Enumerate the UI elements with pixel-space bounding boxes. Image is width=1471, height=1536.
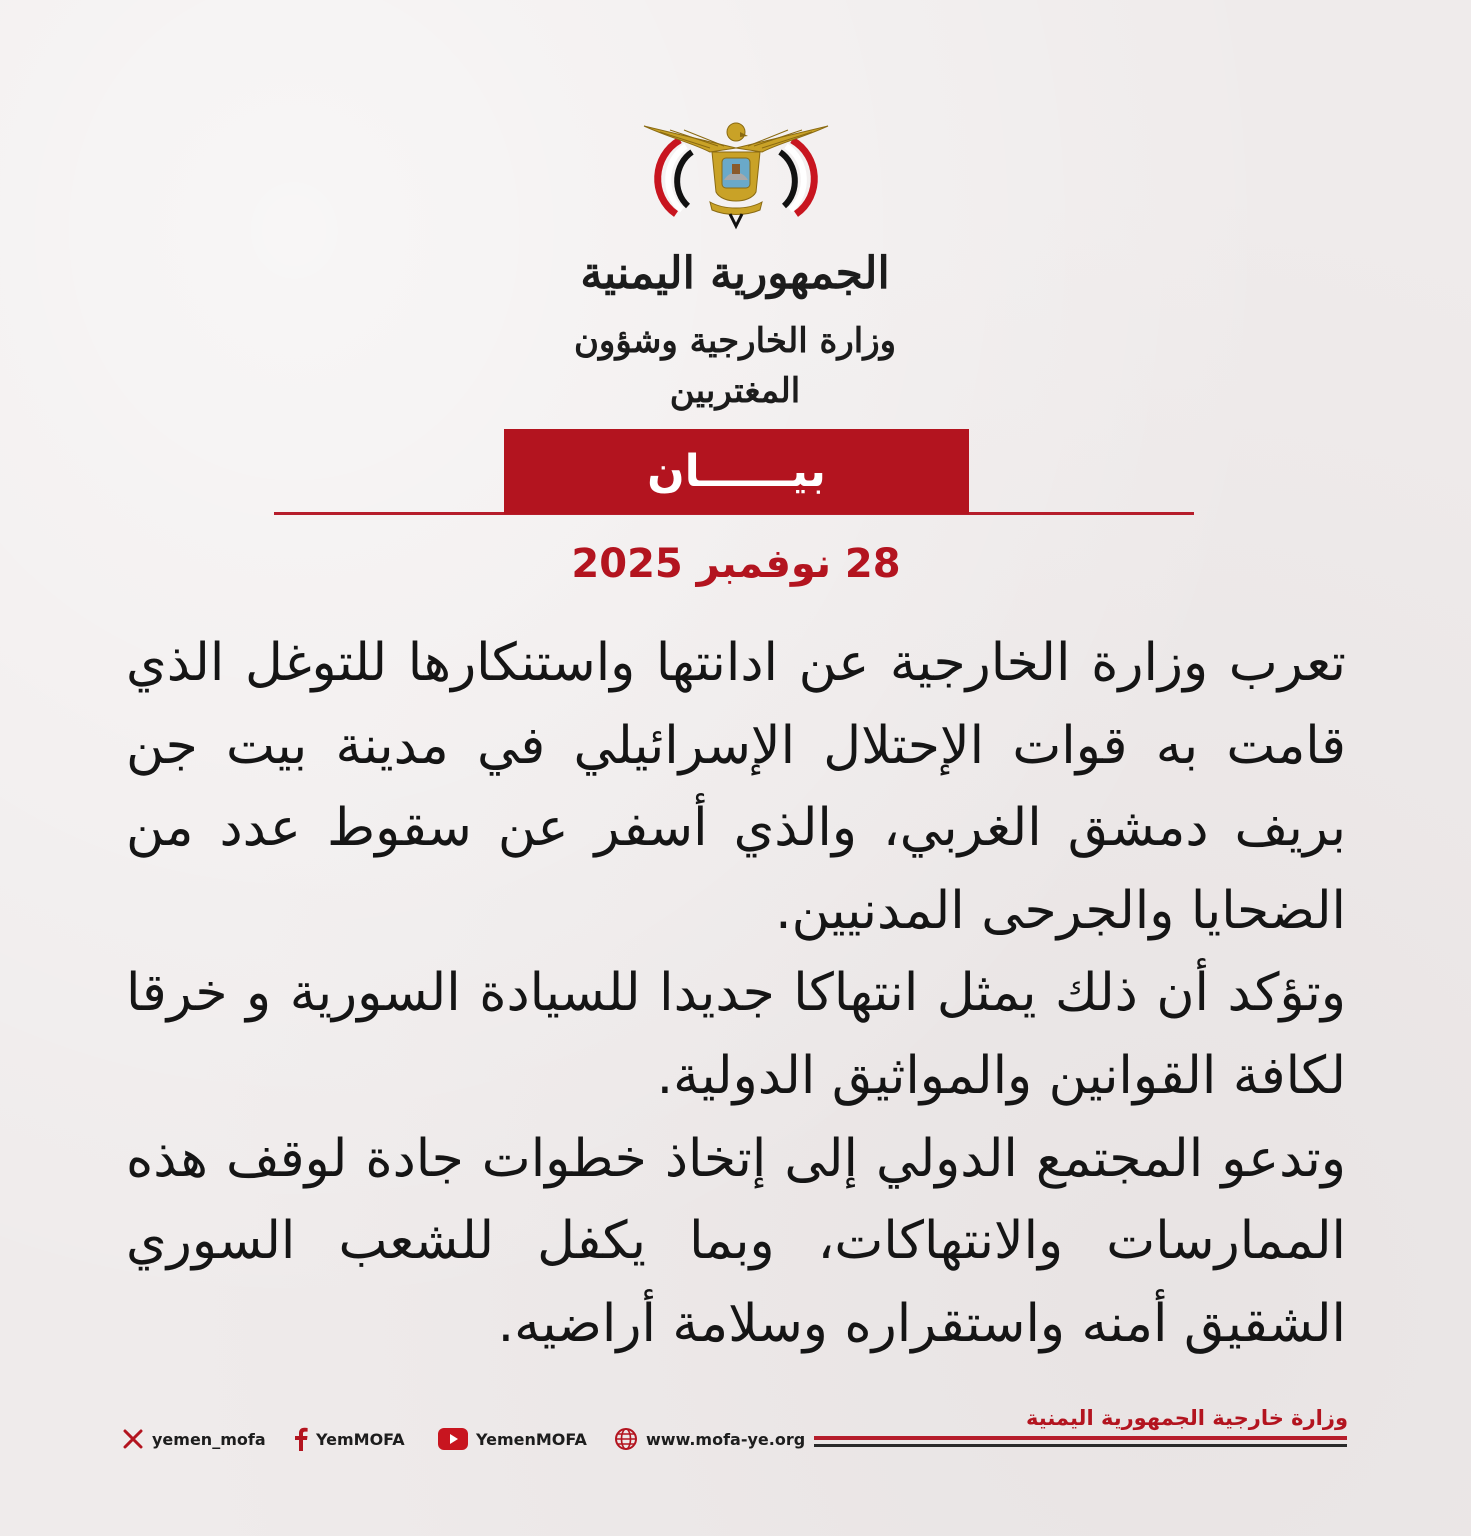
yemen-eagle-emblem-icon (640, 118, 832, 230)
footer-rule-red (814, 1436, 1347, 1440)
social-facebook-link[interactable] (294, 1422, 405, 1456)
statement-paragraph: وتدعو المجتمع الدولي إلى إتخاذ خطوات جادة لوقف هذه الممارسات والانتهاكات، وبما يكفل للشعب السوري الشقيق أمنه واستقراره وسلامة أراضيه. (126, 1128, 1346, 1354)
footer-rule-dark (814, 1444, 1347, 1447)
ministry-name: وزارة الخارجية وشؤون المغتربين (573, 321, 897, 411)
x-icon (122, 1428, 144, 1450)
statement-body (126, 622, 1346, 1365)
country-name: الجمهورية اليمنية (580, 248, 890, 299)
website-link[interactable] (614, 1422, 805, 1456)
social-x-link[interactable] (122, 1422, 266, 1456)
statement-title: بيــــــان (504, 429, 969, 514)
statement-paragraph: تعرب وزارة الخارجية عن ادانتها واستنكارها للتوغل الذي قامت به قوات الإحتلال الإسرائيلي في مدينة بيت جن بريف دمشق الغربي، والذي أسفر عن سقوط عدد من الضحايا والجرحى المدنيين. (126, 633, 1346, 941)
youtube-icon (438, 1428, 468, 1450)
social-youtube-handle: YemenMOFA (476, 1429, 587, 1449)
statement-date: 28 نوفمبر 2025 (571, 541, 901, 587)
footer-ministry-label: وزارة خارجية الجمهورية اليمنية (1026, 1406, 1348, 1430)
social-x-handle: yemen_mofa (152, 1429, 266, 1449)
facebook-icon (294, 1427, 308, 1451)
statement-paragraph: وتؤكد أن ذلك يمثل انتهاكا جديدا للسيادة السورية و خرقا لكافة القوانين والمواثيق الدولية. (126, 963, 1346, 1106)
social-facebook-handle: YemMOFA (316, 1429, 405, 1449)
social-youtube-link[interactable] (438, 1422, 587, 1456)
globe-icon (614, 1427, 638, 1451)
ministry-logo-text (520, 238, 950, 411)
website-url: www.mofa-ye.org (646, 1429, 806, 1449)
